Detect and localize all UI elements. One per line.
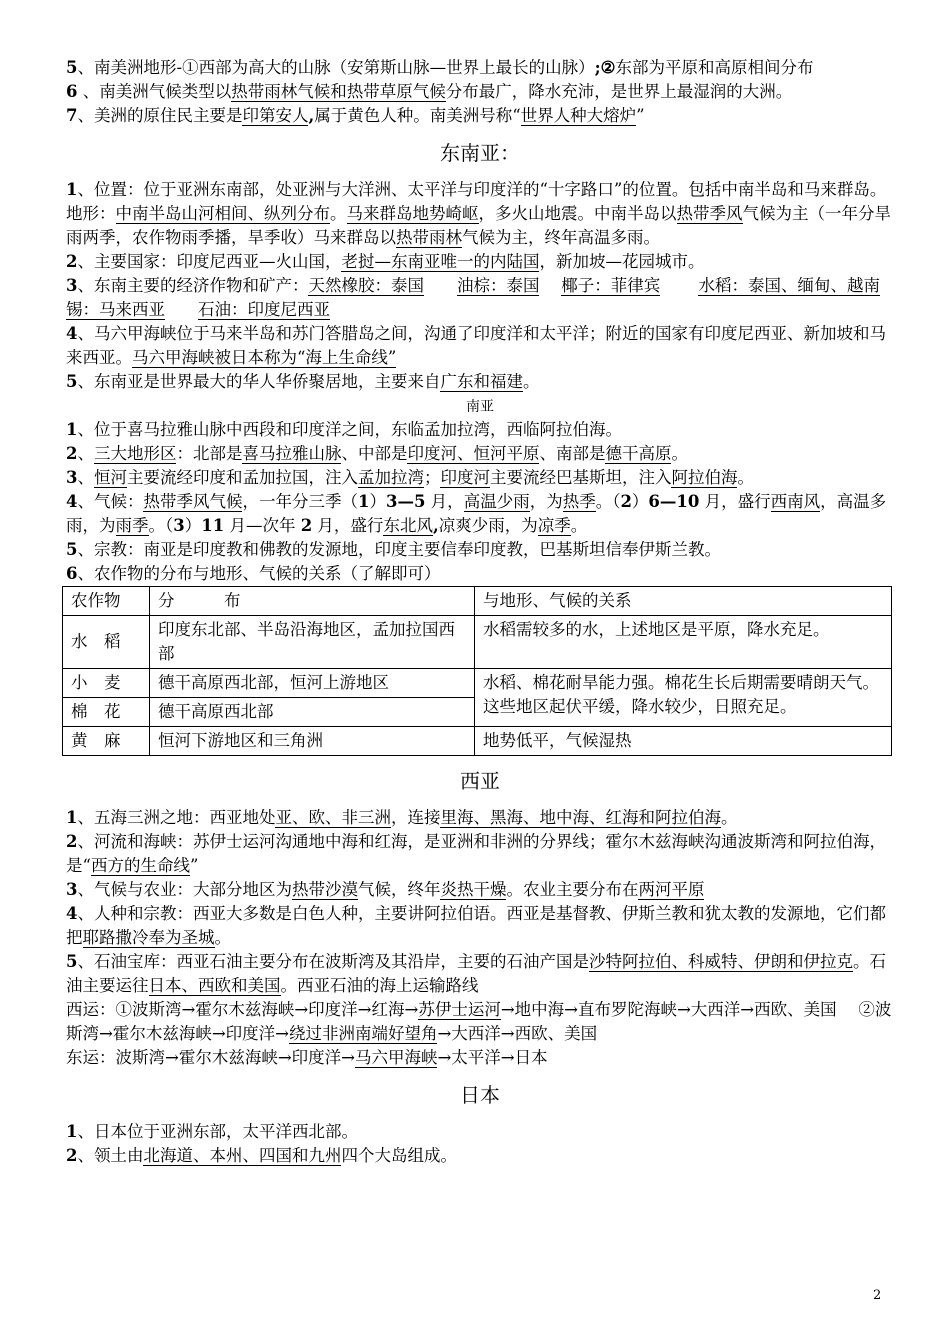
- underlined-text: 恒河: [93, 468, 127, 487]
- text-run: 月，盛行: [699, 492, 771, 511]
- text-run: 东运：波斯湾→霍尔木兹海峡→印度洋→: [66, 1048, 355, 1067]
- section-title-south-asia: 南亚: [466, 399, 494, 415]
- bold-text: 4: [66, 492, 78, 511]
- text-run: 月—次年: [224, 516, 301, 535]
- underlined-text: 里海、黑海、地中海、红海和阿拉伯海: [440, 808, 721, 827]
- section-title-southeast-asia: 东南亚：: [440, 141, 520, 165]
- text-run: 分布最广，降水充沛，是世界上最湿润的大洲。: [445, 82, 793, 101]
- text-run: ，多火山地震。中南半岛以: [478, 204, 677, 223]
- text-run: 。: [214, 928, 231, 947]
- paragraph: [66, 418, 894, 442]
- relation-cell: 地势低平，气候湿热: [475, 727, 892, 756]
- paragraph: [66, 902, 894, 950]
- table-header-cell: 分 布: [150, 587, 475, 616]
- bold-text: 1: [357, 492, 370, 511]
- text-run: ①: [182, 58, 199, 77]
- underlined-text: 马六甲海峡: [354, 1048, 438, 1067]
- underlined-text: 水稻：泰国、缅甸、越南: [698, 276, 880, 295]
- underlined-text: 老挝—东南亚唯一的内陆国: [341, 252, 540, 271]
- paragraph: [66, 950, 894, 998]
- paragraph: [66, 104, 894, 128]
- text-run: [660, 276, 698, 295]
- text-run: 气候为主（一年分旱雨两季，农作物雨季播，旱季收）马来群岛以: [66, 204, 891, 247]
- text-run: 、中部是: [341, 444, 408, 463]
- text-run: [424, 276, 457, 295]
- text-run: ”: [189, 856, 199, 875]
- text-run: ，新加坡—花园城市。: [539, 252, 705, 271]
- text-run: 。: [522, 372, 540, 391]
- underlined-text: 椰子：菲律宾: [561, 276, 661, 295]
- underlined-text: 中南半岛山河相间、纵列分布: [115, 204, 330, 223]
- document-page: [66, 56, 894, 1168]
- underlined-text: 印第安人: [242, 106, 309, 125]
- paragraph: [66, 274, 894, 322]
- paragraph: [66, 80, 894, 104]
- bold-text: 7: [66, 106, 78, 125]
- paragraph: [66, 370, 894, 394]
- table-header-row: [63, 587, 892, 616]
- crop-table: [62, 586, 892, 756]
- crop-cell: 小 麦: [63, 669, 150, 698]
- text-run: 、气候：: [77, 492, 144, 511]
- text-run: 、位于喜马拉雅山脉中西段和印度洋之间，东临孟加拉湾，西临阿拉伯海。: [77, 420, 622, 439]
- paragraph: [66, 1046, 894, 1070]
- underlined-text: 马来群岛地势崎岖: [346, 204, 479, 223]
- underlined-text: 东北风: [383, 516, 433, 535]
- bold-text: 3: [173, 516, 185, 535]
- text-run: 月，: [425, 492, 464, 511]
- bold-text: 5: [66, 540, 78, 559]
- paragraph: [66, 322, 894, 370]
- underlined-text: 石油：印度尼西亚: [198, 300, 330, 319]
- section-south-america: [66, 56, 894, 128]
- bold-text: 3: [66, 276, 78, 295]
- section-title-japan: 日本: [460, 1083, 500, 1107]
- underlined-text: 广东和福建: [440, 372, 523, 391]
- crop-cell: 棉 花: [63, 698, 150, 727]
- paragraph: [66, 878, 894, 902]
- text-run: 东部为平原和高原相间分布: [615, 58, 814, 77]
- text-run: ；: [423, 468, 441, 487]
- text-run: ）: [369, 492, 386, 511]
- underlined-text: 世界人种大熔炉: [520, 106, 637, 125]
- underlined-text: 西方的生命线: [90, 856, 190, 875]
- text-run: →地中海→直布罗陀海峡→大西洋→西欧、美国 ②波斯湾→霍尔木兹海峡→印度洋→: [66, 1000, 892, 1043]
- text-run: 、气候与农业：大部分地区为: [77, 880, 292, 899]
- bold-text: 1: [66, 180, 78, 199]
- text-run: ”: [636, 106, 645, 125]
- text-run: 、日本位于亚洲东部，太平洋西北部。: [77, 1122, 358, 1141]
- text-run: 、主要国家：印度尼西亚—火山国，: [77, 252, 342, 271]
- text-run: 。（: [148, 516, 174, 535]
- bold-text: 2: [66, 1146, 78, 1165]
- section-southeast-asia: [66, 178, 894, 394]
- bold-text: 1: [66, 420, 78, 439]
- text-run: [165, 300, 198, 319]
- text-run: →大西洋→西欧、美国: [437, 1024, 598, 1043]
- underlined-text: 印度河、恒河平原: [407, 444, 540, 463]
- text-run: →太平洋→日本: [437, 1048, 548, 1067]
- table-header-cell: 农作物: [63, 587, 150, 616]
- text-run: 主要流经印度和孟加拉国，注入: [126, 468, 358, 487]
- text-run: 、: [77, 468, 94, 487]
- text-run: ，高温多雨，为: [66, 492, 887, 535]
- underlined-text: 高温少雨: [463, 492, 530, 511]
- bold-text: 2: [620, 492, 632, 511]
- text-run: 。: [330, 204, 347, 223]
- text-run: 。: [720, 808, 738, 827]
- bold-text: ,: [432, 516, 439, 535]
- underlined-text: 油棕：泰国: [456, 276, 540, 295]
- bold-text: ;②: [594, 58, 616, 77]
- bold-text: 6: [66, 564, 78, 583]
- underlined-text: 喜马拉雅山脉: [242, 444, 342, 463]
- text-run: 西运：①波斯湾→霍尔木兹海峡→印度洋→红海→: [66, 1000, 419, 1019]
- underlined-text: 锡：马来西亚: [66, 300, 165, 319]
- text-run: 四个大岛组成。: [341, 1146, 457, 1165]
- text-run: 。（: [595, 492, 621, 511]
- text-run: 、南美洲气候类型以: [77, 82, 232, 101]
- paragraph: [66, 178, 894, 250]
- text-run: 、南部是: [539, 444, 606, 463]
- text-run: ，连接: [390, 808, 441, 827]
- text-run: 。: [570, 516, 588, 535]
- crop-cell: 黄 麻: [63, 727, 150, 756]
- underlined-text: 热带季风: [676, 204, 743, 223]
- bold-text: 2: [66, 444, 78, 463]
- underlined-text: 三大地形区: [93, 444, 177, 463]
- paragraph: [66, 538, 894, 562]
- text-run: 、五海三洲之地：西亚地处: [77, 808, 276, 827]
- text-run: 、东南主要的经济作物和矿产：: [77, 276, 309, 295]
- paragraph: [66, 56, 894, 80]
- distribution-cell: 德干高原西北部，恒河上游地区: [150, 669, 475, 698]
- distribution-cell: 恒河下游地区和三角洲: [150, 727, 475, 756]
- paragraph: [66, 1144, 894, 1168]
- text-run: 气候为主，终年高温多雨。: [462, 228, 660, 247]
- underlined-text: 热带雨林气候和热带草原气候: [231, 82, 446, 101]
- bold-text: 1: [66, 808, 78, 827]
- underlined-text: 凉季: [537, 516, 571, 535]
- text-run: 、石油宝库：西亚石油主要分布在波斯湾及其沿岸，主要的石油产国是: [77, 952, 589, 971]
- bold-text: 3: [66, 468, 78, 487]
- bold-text: 11: [201, 516, 225, 535]
- underlined-text: 两河平原: [638, 880, 705, 899]
- text-run: 凉爽少雨，为: [438, 516, 538, 535]
- underlined-text: 天然橡胶：泰国: [308, 276, 424, 295]
- text-run: 西部为高大的山脉（安第斯山脉—世界上最长的山脉）: [198, 58, 595, 77]
- text-run: 、马六甲海峡位于马来半岛和苏门答腊岛之间，沟通了印度洋和太平洋；附近的国家有印度尼西亚、新加坡和马来西亚。: [66, 324, 886, 367]
- underlined-text: 热带雨林: [396, 228, 462, 247]
- underlined-text: 印度河: [440, 468, 490, 487]
- underlined-text: 沙特阿拉伯、科威特、伊朗和伊拉克: [588, 952, 853, 971]
- text-run: 气候，终年: [357, 880, 441, 899]
- text-run: 属于黄色人种。南美洲号称“: [314, 106, 521, 125]
- paragraph: [66, 442, 894, 466]
- paragraph: [66, 562, 894, 586]
- underlined-text: 马六甲海峡被日本称为“海上生命线”: [132, 348, 397, 367]
- bold-text: 2: [300, 516, 313, 535]
- relation-cell: 水稻、棉花耐旱能力强。棉花生长后期需要晴朗天气。这些地区起伏平缓，降水较少，日照充足。: [475, 669, 892, 727]
- bold-text: 5: [66, 372, 78, 391]
- text-run: 主要流经巴基斯坦，注入: [489, 468, 672, 487]
- text-run: ）: [184, 516, 202, 535]
- relation-cell: 水稻需较多的水，上述地区是平原，降水充足。: [475, 616, 892, 669]
- bold-text: 4: [66, 324, 78, 343]
- page-number: 2: [873, 1288, 882, 1303]
- paragraph: [66, 830, 894, 878]
- text-run: [539, 276, 561, 295]
- text-run: 。: [671, 444, 688, 463]
- text-run: 、南美洲地形-: [77, 58, 183, 77]
- underlined-text: 热带沙漠: [291, 880, 358, 899]
- text-run: 、东南亚是世界最大的华人华侨聚居地，主要来自: [77, 372, 441, 391]
- crop-cell: 水 稻: [63, 616, 150, 669]
- paragraph: [66, 806, 894, 830]
- underlined-text: 耶路撒冷奉为圣城: [82, 928, 215, 947]
- bold-text: 6: [66, 82, 78, 101]
- section-japan: [66, 1120, 894, 1168]
- table-row: [63, 669, 892, 698]
- underlined-text: 热季: [562, 492, 596, 511]
- underlined-text: 苏伊士运河: [418, 1000, 501, 1019]
- table-row: [63, 616, 892, 669]
- text-run: ，一年分三季（: [242, 492, 358, 511]
- paragraph: [66, 466, 894, 490]
- table-row: [63, 727, 892, 756]
- text-run: ，为: [529, 492, 563, 511]
- section-south-asia: [66, 418, 894, 756]
- section-title-west-asia: 西亚: [460, 769, 500, 793]
- underlined-text: 日本、西欧和美国: [148, 976, 281, 995]
- text-run: 、: [77, 444, 94, 463]
- text-run: [880, 276, 946, 295]
- distribution-cell: 印度东北部、半岛沿海地区，孟加拉国西部: [150, 616, 475, 669]
- text-run: 、位置：位于亚洲东南部，处亚洲与大洋洲、太平洋与印度洋的“十字路口”的位置。包括中南半岛和马来群岛。地形：: [66, 180, 887, 223]
- text-run: 。: [737, 468, 754, 487]
- section-west-asia: [66, 806, 894, 1070]
- text-run: ：北部是: [176, 444, 243, 463]
- paragraph: [66, 998, 894, 1046]
- text-run: 、美洲的原住民主要是: [77, 106, 243, 125]
- underlined-text: 阿拉伯海: [671, 468, 738, 487]
- bold-text: 1: [66, 1122, 78, 1141]
- text-run: 、农作物的分布与地形、气候的关系（了解即可）: [77, 564, 441, 583]
- underlined-text: 北海道、本州、四国和九州: [143, 1146, 342, 1165]
- underlined-text: 亚、欧、非三洲: [275, 808, 391, 827]
- paragraph: [66, 1120, 894, 1144]
- text-run: 月，盛行: [312, 516, 384, 535]
- bold-text: 3: [66, 880, 78, 899]
- underlined-text: 绕过非洲南端好望角: [288, 1024, 438, 1043]
- text-run: 、领土由: [77, 1146, 144, 1165]
- underlined-text: 德干高原: [605, 444, 672, 463]
- underlined-text: 炎热干燥: [440, 880, 507, 899]
- paragraph: [66, 250, 894, 274]
- table-header-cell: 与地形、气候的关系: [475, 587, 892, 616]
- underlined-text: 西南风: [770, 492, 821, 511]
- bold-text: 5: [66, 58, 78, 77]
- underlined-text: 热带季风气候: [143, 492, 243, 511]
- paragraph: [66, 490, 894, 538]
- bold-text: 2: [66, 832, 78, 851]
- text-run: 。西亚石油的海上运输路线: [280, 976, 479, 995]
- text-run: 、人种和宗教：西亚大多数是白色人种，主要讲阿拉伯语。西亚是基督教、伊斯兰教和犹太教的发源地，它们都把: [66, 904, 886, 947]
- bold-text: ,: [308, 106, 315, 125]
- underlined-text: 雨季: [115, 516, 149, 535]
- text-run: 、宗教：南亚是印度教和佛教的发源地，印度主要信奉印度教，巴基斯坦信奉伊斯兰教。: [77, 540, 721, 559]
- underlined-text: 孟加拉湾: [357, 468, 424, 487]
- text-run: 。石油主要运往: [66, 952, 886, 995]
- text-run: 。农业主要分布在: [506, 880, 639, 899]
- distribution-cell: 德干高原西北部: [150, 698, 475, 727]
- bold-text: 5: [66, 952, 78, 971]
- bold-text: 2: [66, 252, 78, 271]
- bold-text: 6—10: [648, 492, 700, 511]
- bold-text: 3—5: [385, 492, 426, 511]
- bold-text: 4: [66, 904, 78, 923]
- text-run: 、河流和海峡：苏伊士运河沟通地中海和红海，是亚洲和非洲的分界线；霍尔木兹海峡沟通波斯湾和阿拉伯海，是“: [66, 832, 886, 875]
- text-run: ）: [631, 492, 649, 511]
